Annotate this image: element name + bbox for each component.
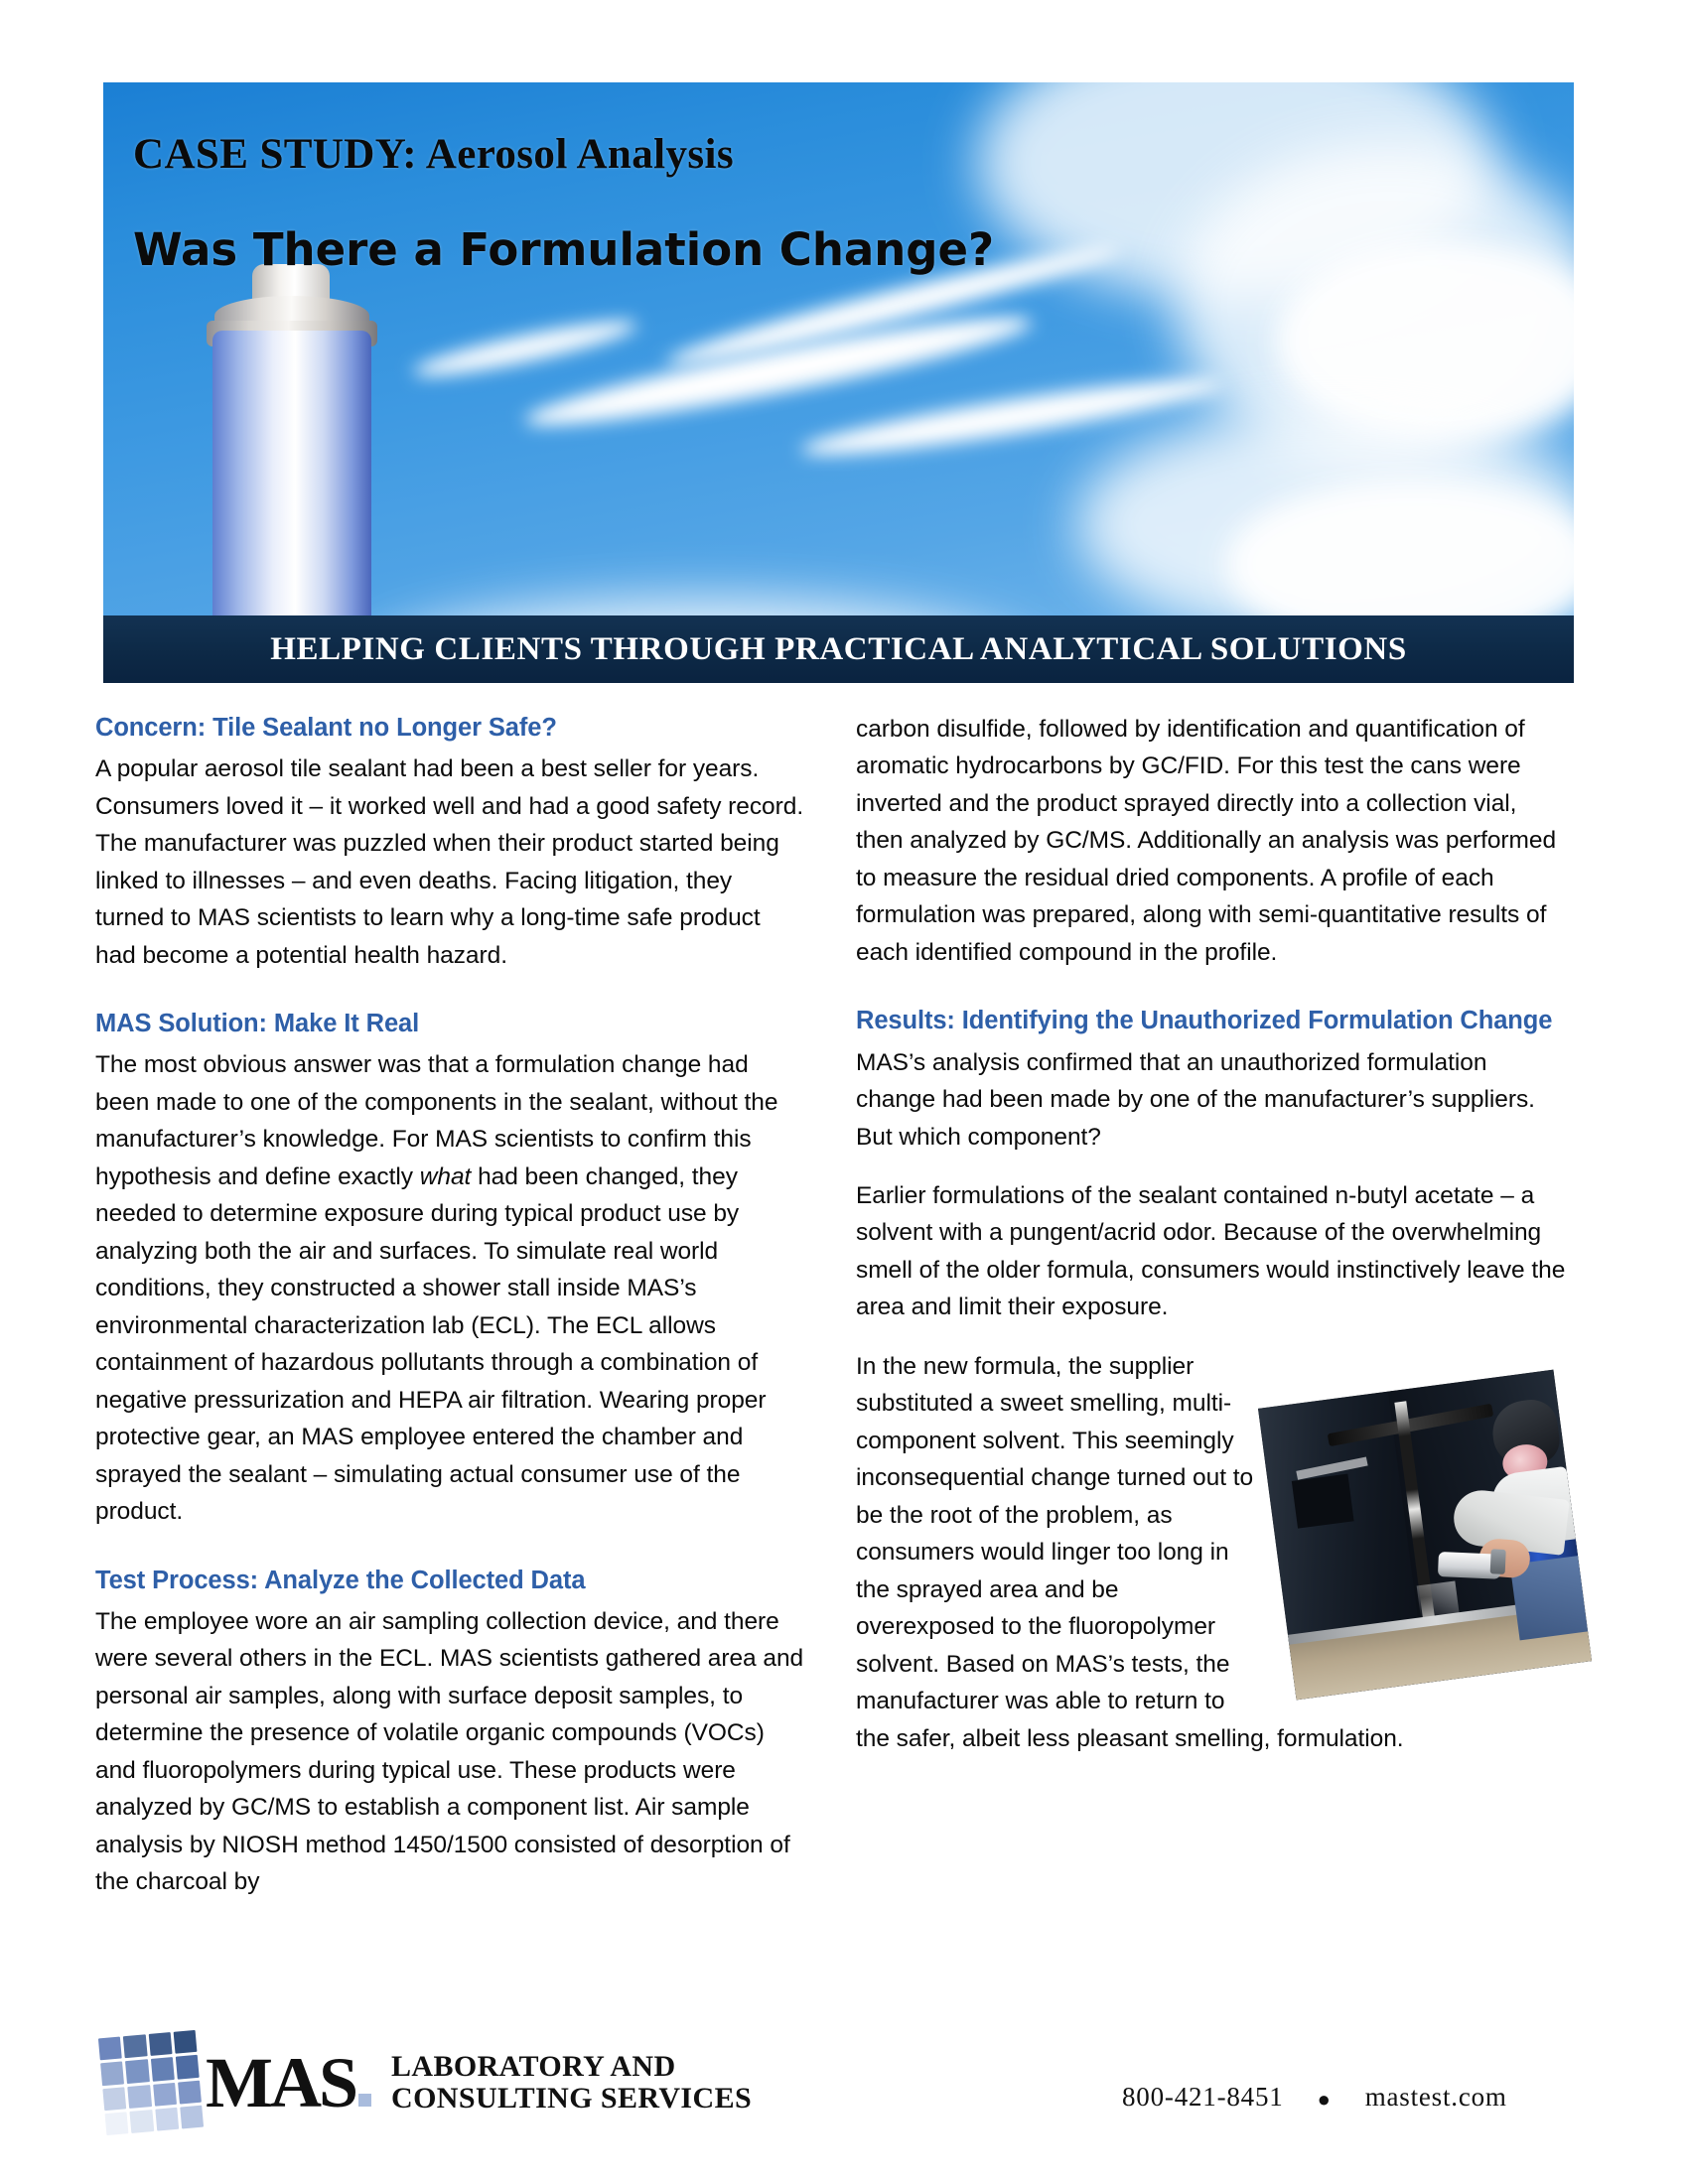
paragraph-results-confirmed: MAS’s analysis confirmed that an unauthorized formulation change had been made by one of the manufacturer’s suppliers. But which component?: [856, 1048, 1535, 1151]
footer-separator-bullet: ●: [1317, 2086, 1332, 2112]
paragraph-mas-solution: [95, 1046, 807, 1530]
mas-logo-dot: [358, 2094, 371, 2107]
mas-logo-subtitle-line-2: CONSULTING SERVICES: [391, 2082, 753, 2115]
mas-logo-subtitle-line-1: LABORATORY AND: [391, 2050, 676, 2084]
footer-contact: [1122, 2082, 1507, 2113]
page-footer: [0, 2020, 1688, 2149]
mas-wordmark: MAS: [206, 2051, 371, 2116]
hero-title: [133, 124, 1126, 283]
tagline-bar: [103, 615, 1574, 683]
hero-title-line-2: Was There a Formulation Change?: [133, 223, 995, 277]
footer-website[interactable]: mastest.com: [1364, 2082, 1507, 2112]
paragraph-mas-solution-part-b: had been changed, they needed to determine exposure during typical product use by analyzing both the air and surfaces. To simulate real world conditions, they constructed a shower stall inside MAS’s environmental characterization lab (ECL). The ECL allows containment of hazardous pollutants through a combination of negative pressurization and HEPA air filtration. Wearing proper protective gear, an MAS employee entered the chamber and sprayed the sealant – simulating actual consumer use of the product.: [95, 1162, 767, 1526]
paragraph-concern: A popular aerosol tile sealant had been a best seller for years. Consumers loved it – it worked well and had a good safety record. The manufacturer was puzzled when their product started being linked to illnesses – and even deaths. Facing litigation, they turned to MAS scientists to learn why a long-time safe product had become a potential health hazard.: [95, 755, 804, 969]
mas-logo-grid-icon: [98, 2030, 204, 2135]
paragraph-analysis-method: carbon disulfide, followed by identification and quantification of aromatic hydrocarbons by GC/FID. For this test the cans were inverted and the product sprayed directly into a collection vial, then analyzed by GC/MS. Additionally an analysis was performed to measure the residual dried components. A profile of each formulation was prepared, along with semi-quantitative results of each identified compound in the profile.: [856, 716, 1557, 966]
paragraph-mas-solution-part-a: The most obvious answer was that a formulation change had been made to one of the components in the sealant, without the manufacturer’s knowledge. For MAS scientists to confirm this hypothesis and define exactly: [95, 1051, 778, 1190]
paragraph-test-process: The employee wore an air sampling collection device, and there were several others in the ECL. MAS scientists gathered area and personal air samples, along with surface deposit samples, to determine the presence of volatile organic compounds (VOCs) and fluoropolymers during typical use. These products were analyzed by GC/MS to establish a component list. Air sample analysis by NIOSH method 1450/1500 consisted of desorption of the charcoal by: [95, 1607, 804, 1896]
left-column: [95, 711, 807, 1901]
heading-mas-solution: MAS Solution: Make It Real: [95, 1010, 420, 1038]
tagline-text: HELPING CLIENTS THROUGH PRACTICAL ANALYTICAL SOLUTIONS: [270, 630, 1407, 667]
chamber-photo-wrapper: [1276, 1388, 1574, 1682]
chamber-photo: [1258, 1370, 1592, 1701]
heading-concern: Concern: Tile Sealant no Longer Safe?: [95, 714, 557, 742]
emphasis-what: what: [419, 1162, 472, 1190]
paragraph-earlier-formulation: Earlier formulations of the sealant contained n-butyl acetate – a solvent with a pungent/acrid odor. Because of the overwhelming smell of the older formula, consumers would instinctively leave the area and limit their exposure.: [856, 1182, 1566, 1321]
heading-results: Results: Identifying the Unauthorized Formulation Change: [856, 1007, 1553, 1035]
mas-logo: [102, 2034, 752, 2131]
footer-phone[interactable]: 800-421-8451: [1122, 2082, 1284, 2112]
hero-banner: [103, 82, 1574, 683]
heading-test-process: Test Process: Analyze the Collected Data: [95, 1566, 586, 1594]
right-column: [856, 711, 1568, 1779]
hero-title-line-1: CASE STUDY: Aerosol Analysis: [133, 131, 734, 178]
paragraph-new-formula: In the new formula, the supplier substituted a sweet smelling, multi-component solvent. This seemingly inconsequential change turned out to be the root of the problem, as consumers would linger too long in the sprayed area and be overexposed to the fluoropolymer solvent. Based on MAS’s tests, the manufacturer was able to return to the safer, albeit less pleasant smelling, formulation.: [856, 1352, 1404, 1752]
mas-logo-subtitle: [391, 2051, 752, 2115]
